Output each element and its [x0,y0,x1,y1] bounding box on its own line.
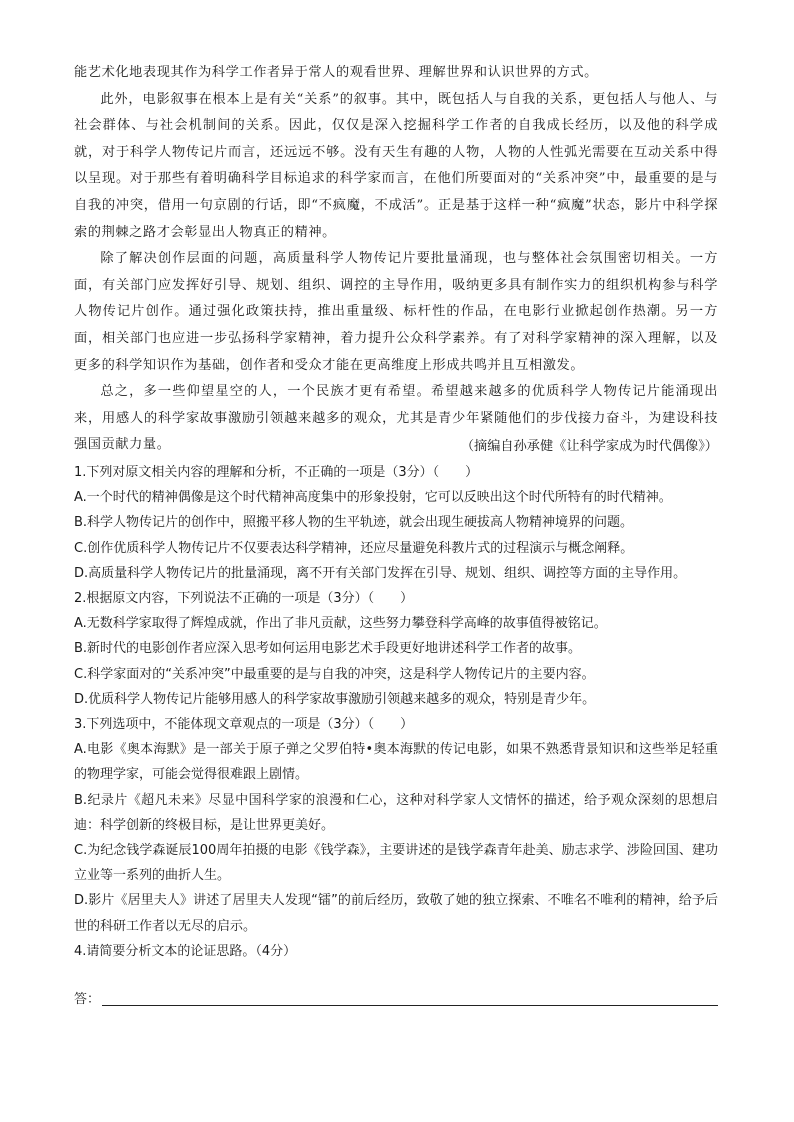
passage-paragraph: 总之，多一些仰望星空的人，一个民族才更有希望。希望越来越多的优质科学人物传记片能涌现出来，用感人的科学家故事激励引领越来越多的观众，尤其是青少年紧随他们的步伐接力奋斗，为建设科技强国贡献力量。 [74,384,718,453]
question-4 [74,939,718,964]
question-option: B.纪录片《超凡未来》尽显中国科学家的浪漫和仁心，这种对科学家人文情怀的描述，给予观众深刻的思想启迪：科学创新的终极目标，是让世界更美好。 [74,792,718,833]
reading-passage [74,60,718,459]
question-list [74,460,718,964]
question-option: A.电影《奥本海默》是一部关于原子弹之父罗伯特•奥本海默的传记电影，如果不熟悉背景知识和这些举足轻重的物理学家，可能会觉得很难跟上剧情。 [74,742,718,783]
question-option: C.科学家面对的“关系冲突”中最重要的是与自我的冲突，这是科学人物传记片的主要内容。 [74,666,595,682]
question-option: A.一个时代的精神偶像是这个时代精神高度集中的形象投射，它可以反映出这个时代所特有的时代精神。 [74,490,672,506]
question-option: B.科学人物传记片的创作中，照搬平移人物的生平轨迹，就会出现生硬拔高人物精神境界的问题。 [74,515,634,531]
question-3 [74,712,718,939]
question-option: D.优质科学人物传记片能够用感人的科学家故事激励引领越来越多的观众，特别是青少年。 [74,691,596,707]
passage-paragraph: 除了解决创作层面的问题，高质量科学人物传记片要批量涌现，也与整体社会氛围密切相关。一方面，有关部门应发挥好引导、规划、组织、调控的主导作用，吸纳更多具有制作实力的组织机构参与科学人物传记片创作。通过强化政策扶持，推出重量级、标杆性的作品，在电影行业掀起创作热潮。另一方面，相关部门也应进一步弘扬科学家精神，着力提升公众科学素养。有了对科学家精神的深入理解，以及更多的科学知识作为基础，创作者和受众才能在更高维度上形成共鸣并且互相激发。 [74,251,718,373]
question-stem: 3.下列选项中，不能体现文章观点的一项是（3分）（ ） [74,717,414,733]
question-option: C.为纪念钱学森诞辰100周年拍摄的电影《钱学森》，主要讲述的是钱学森青年赴美、励志求学、涉险回国、建功立业等一系列的曲折人生。 [74,843,718,884]
question-option: D.影片《居里夫人》讲述了居里夫人发现“镭”的前后经历，致敬了她的独立探索、不唯名不唯利的精神，给予后世的科研工作者以无尽的启示。 [74,893,718,934]
passage-paragraph-continued: 能艺术化地表现其作为科学工作者异于常人的观看世界、理解世界和认识世界的方式。 [74,65,598,80]
answer-area[interactable] [74,988,718,1012]
question-stem: 1.下列对原文相关内容的理解和分析，不正确的一项是（3分）（ ） [74,465,479,480]
question-stem: 2.根据原文内容，下列说法不正确的一项是（3分）（ ） [74,591,414,607]
question-option: A.无数科学家取得了辉煌成就，作出了非凡贡献，这些努力攀登科学高峰的故事值得被铭记。 [74,616,607,632]
source-citation: （摘编自孙承健《让科学家成为时代偶像》） [460,439,718,454]
question-option: C.创作优质科学人物传记片不仅要表达科学精神，还应尽量避免科教片式的过程演示与概念阐释。 [74,540,634,556]
question-option: B.新时代的电影创作者应深入思考如何运用电影艺术手段更好地讲述科学工作者的故事。 [74,641,582,657]
question-2 [74,586,718,712]
question-stem: 4.请简要分析文本的论证思路。（4分） [74,943,297,959]
answer-label: 答： [74,992,101,1007]
answer-line[interactable] [102,1005,718,1006]
question-option: D.高质量科学人物传记片的批量涌现，离不开有关部门发挥在引导、规划、组织、调控等方面的主导作用。 [74,565,687,581]
passage-paragraph: 此外，电影叙事在根本上是有关“关系”的叙事。其中，既包括人与自我的关系，更包括人与他人、与社会群体、与社会机制间的关系。因此，仅仅是深入挖掘科学工作者的自我成长经历，以及他的科学成就，对于科学人物传记片而言，还远远不够。没有天生有趣的人物，人物的人性弧光需要在互动关系中得以呈现。对于那些有着明确科学目标追求的科学家而言，在他们所要面对的“关系冲突”中，最重要的是与自我的冲突，借用一句京剧的行话，即“不疯魔，不成活”。正是基于这样一种“疯魔”状态，影片中科学探索的荆棘之路才会彰显出人物真正的精神。 [74,91,718,240]
question-1 [74,460,718,586]
